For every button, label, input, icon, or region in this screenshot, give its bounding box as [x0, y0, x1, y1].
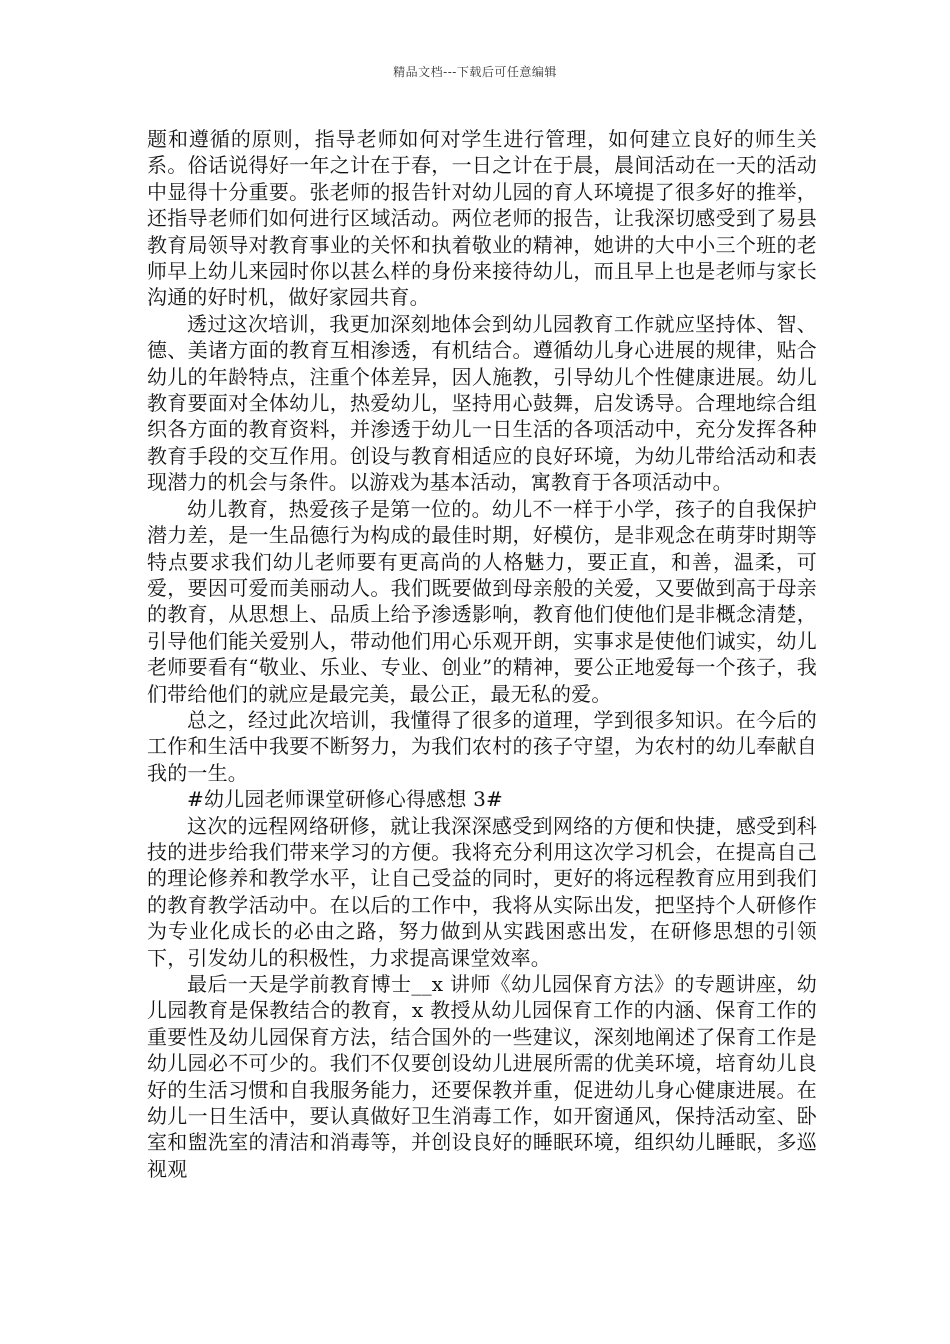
- page-header: 精品文档---下载后可任意编辑: [393, 65, 557, 79]
- paragraph-5: 这次的远程网络研修，就让我深深感受到网络的方便和快捷，感受到科技的进步给我们带来学习的方便。我将充分利用这次学习机会，在提高自己的理论修养和教学水平，让自己受益的同时，更好的将远程教育应用到我们的教育教学活动中。在以后的工作中，我将从实际出发，把坚持个人研修作为专业化成长的必由之路，努力做到从实践困惑出发，在研修思想的引领下，引发幼儿的积极性，力求提高课堂效率。: [147, 813, 817, 970]
- paragraph-4: 总之，经过此次培训，我懂得了很多的道理，学到很多知识。在今后的工作和生活中我要不断努力，为我们农村的孩子守望，为农村的幼儿奉献自我的一生。: [147, 707, 817, 785]
- paragraph-6: 最后一天是学前教育博士__x 讲师《幼儿园保育方法》的专题讲座，幼儿园教育是保教结合的教育，x 教授从幼儿园保育工作的内涵、保育工作的重要性及幼儿园保育方法，结合国外的一些建议，深刻地阐述了保育工作是幼儿园必不可少的。我们不仅要创设幼儿进展所需的优美环境，培育幼儿良好的生活习惯和自我服务能力，还要保教并重，促进幼儿身心健康进展。在幼儿一日生活中，要认真做好卫生消毒工作，如开窗通风，保持活动室、卧室和盥洗室的清洁和消毒等，并创设良好的睡眠环境，组织幼儿睡眠，多巡视观: [147, 972, 817, 1181]
- paragraph-3: 幼儿教育，热爱孩子是第一位的。幼儿不一样于小学，孩子的自我保护潜力差，是一生品德行为构成的最佳时期，好模仿，是非观念在萌芽时期等特点要求我们幼儿老师要有更高尚的人格魅力，要正直，和善，温柔，可爱，要因可爱而美丽动人。我们既要做到母亲般的关爱，又要做到高于母亲的教育，从思想上、品质上给予渗透影响，教育他们使他们是非概念清楚，引导他们能关爱别人，带动他们用心乐观开朗，实事求是使他们诚实，幼儿老师要看有“敬业、乐业、专业、创业”的精神，要公正地爱每一个孩子，我们带给他们的就应是最完美，最公正，最无私的爱。: [147, 496, 817, 706]
- document-body: [147, 126, 817, 1182]
- section-heading: #幼儿园老师课堂研修心得感想 3#: [187, 787, 503, 812]
- paragraph-2: 透过这次培训，我更加深刻地体会到幼儿园教育工作就应坚持体、智、德、美诸方面的教育互相渗透，有机结合。遵循幼儿身心进展的规律，贴合幼儿的年龄特点，注重个体差异，因人施教，引导幼儿个性健康进展。幼儿教育要面对全体幼儿，热爱幼儿，坚持用心鼓舞，启发诱导。合理地综合组织各方面的教育资料，并渗透于幼儿一日生活的各项活动中，充分发挥各种教育手段的交互作用。创设与教育相适应的良好环境，为幼儿带给活动和表现潜力的机会与条件。以游戏为基本活动，寓教育于各项活动中。: [147, 311, 817, 495]
- paragraph-1: 题和遵循的原则，指导老师如何对学生进行管理，如何建立良好的师生关系。俗话说得好一年之计在于春，一日之计在于晨，晨间活动在一天的活动中显得十分重要。张老师的报告针对幼儿园的育人环境提了很多好的推举，还指导老师们如何进行区域活动。两位老师的报告，让我深切感受到了易县教育局领导对教育事业的关怀和执着敬业的精神，她讲的大中小三个班的老师早上幼儿来园时你以甚么样的身份来接待幼儿，而且早上也是老师与家长沟通的好时机，做好家园共育。: [147, 127, 817, 310]
